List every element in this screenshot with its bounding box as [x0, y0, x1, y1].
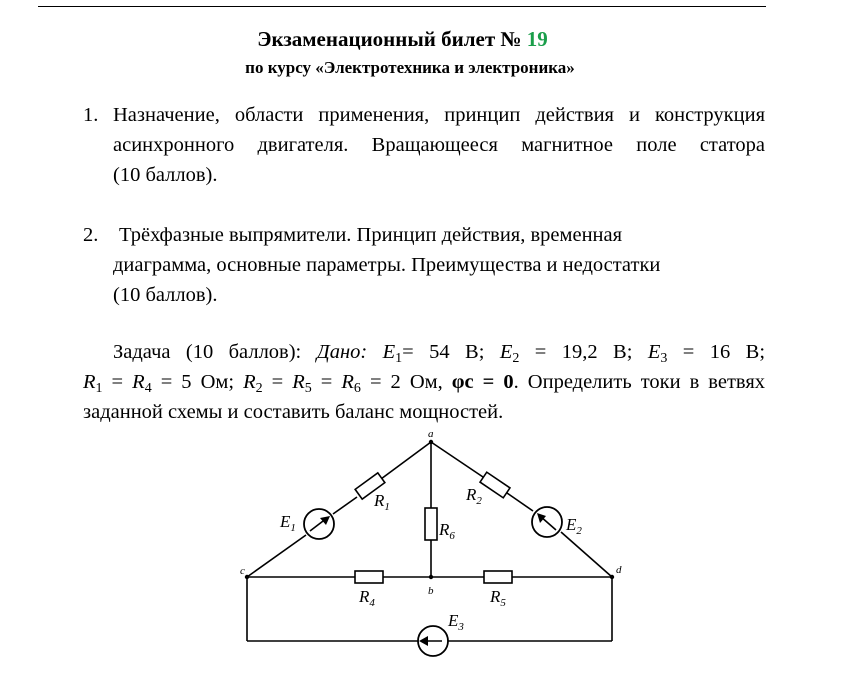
node-d-dot: [610, 575, 614, 579]
node-label-d: d: [616, 564, 622, 576]
wire-e1-c: [247, 535, 306, 577]
wire-a-r1: [381, 442, 431, 479]
label-e1: $E_1$: [280, 512, 296, 534]
circuit-diagram: [230, 428, 640, 668]
question-line: диаграмма, основные параметры. Преимущества и недостатки: [113, 254, 661, 276]
task-line-1: Задача (10 баллов): Дано: $E_1= 54$ В; $E_2 = 19,2$ В; $E_3 = 16$ В;: [113, 341, 766, 366]
course-subtitle: по курсу «Электротехника и электроника»: [245, 58, 575, 77]
wire-r1-e1: [333, 497, 357, 514]
label-e3: $E_3$: [448, 611, 464, 633]
node-c-dot: [245, 575, 249, 579]
resistor-r5: [484, 571, 512, 583]
label-r2: $R_2$: [466, 485, 482, 507]
task-line-2: $R_1 = R_4 = 5$ Ом; $R_2 = R_5 = R_6 = 2$ Ом, φc = 0. Определить токи в ветвях: [83, 371, 766, 396]
node-a-dot: [429, 440, 433, 444]
ticket-number: 19: [526, 27, 548, 51]
resistor-r2: [480, 472, 510, 498]
source-e1: [304, 509, 334, 539]
question-1: [83, 100, 765, 190]
source-e3: [418, 626, 448, 656]
top-rule: [38, 6, 766, 7]
node-label-c: c: [240, 565, 245, 577]
wire-a-r2: [431, 442, 483, 477]
label-r4: $R_4$: [359, 587, 375, 609]
resistor-r4: [355, 571, 383, 583]
resistor-r6: [425, 508, 437, 540]
question-line: (10 баллов).: [113, 164, 218, 186]
label-r5: $R_5$: [490, 587, 506, 609]
label-e2: $E_2$: [566, 515, 582, 537]
label-r6: $R_6$: [439, 520, 455, 542]
question-2: [83, 220, 765, 310]
node-label-a: a: [428, 428, 434, 440]
ticket-title: [0, 27, 805, 52]
question-line: Трёхфазные выпрямители. Принцип действия, временная: [119, 224, 623, 246]
question-line: Назначение, области применения, принцип действия и конструкция: [113, 104, 765, 126]
source-e2: [532, 507, 562, 537]
wire-r2-e2: [507, 493, 533, 511]
node-b-dot: [429, 575, 433, 579]
question-number: 2.: [83, 224, 99, 246]
question-line: асинхронного двигателя. Вращающееся магнитное поле статора: [113, 134, 765, 156]
node-label-b: b: [428, 585, 434, 597]
ticket-title-text: Экзаменационный билет №: [257, 27, 522, 51]
question-line: (10 баллов).: [113, 284, 218, 306]
task-block: [83, 337, 765, 427]
wire-e2-d: [561, 532, 612, 577]
question-number: 1.: [83, 104, 99, 126]
task-line-3: заданной схемы и составить баланс мощностей.: [83, 401, 504, 423]
label-r1: $R_1$: [374, 491, 390, 513]
